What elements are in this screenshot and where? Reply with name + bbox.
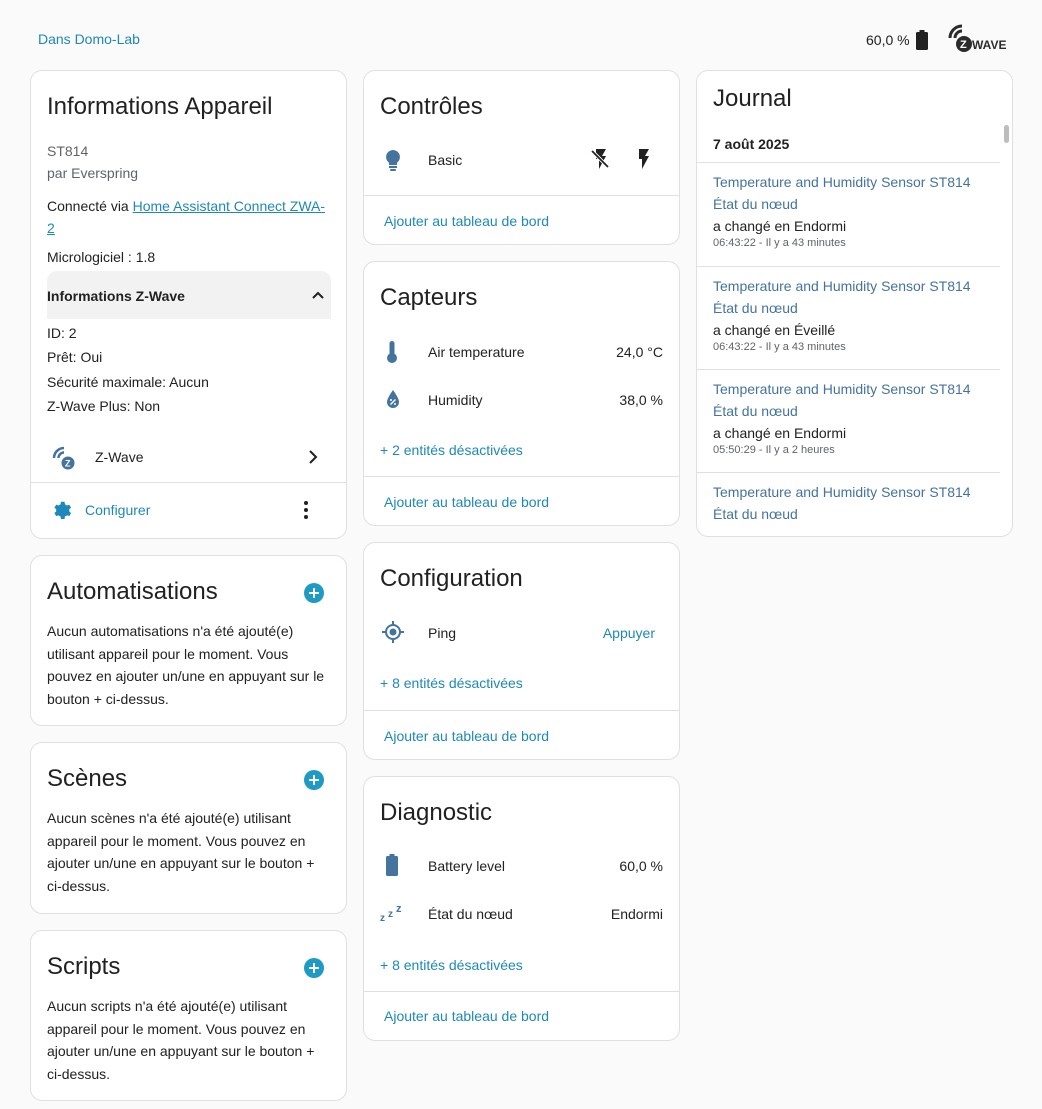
log-entity-link[interactable]: Temperature and Humidity Sensor ST814 <box>713 278 971 294</box>
firmware: Micrologiciel : 1.8 <box>47 249 156 265</box>
zwave-plus: Z-Wave Plus: Non <box>47 398 161 414</box>
press-button[interactable]: Appuyer <box>602 625 655 641</box>
zwave-id: ID: 2 <box>47 325 77 341</box>
scripts-text: Aucun scripts n'a été ajouté(e) utilisant appareil pour le moment. Vous pouvez en ajouter un/une en appuyant sur le bouton + ci-dessus. <box>47 998 315 1082</box>
log-entity-link[interactable]: Temperature and Humidity Sensor ST814 <box>713 174 971 190</box>
log-entry <box>713 275 993 353</box>
log-entry <box>713 171 993 249</box>
flash-off-icon[interactable] <box>590 148 610 170</box>
configuration-title: Configuration <box>380 565 523 592</box>
sensors-add-dashboard[interactable]: Ajouter au tableau de bord <box>384 494 550 510</box>
zwave-security: Sécurité maximale: Aucun <box>47 374 209 390</box>
log-time: 06:43:22 - Il y a 43 minutes <box>713 237 846 249</box>
battery-icon <box>916 30 928 50</box>
diagnostic-row[interactable] <box>364 899 679 929</box>
add-script-button[interactable] <box>304 958 324 978</box>
divider <box>364 195 679 196</box>
config-entity-name: Ping <box>428 625 457 641</box>
controls-add-dashboard[interactable]: Ajouter au tableau de bord <box>384 213 550 229</box>
zwave-info-header[interactable] <box>47 271 331 319</box>
thermometer-icon <box>386 340 398 364</box>
chevron-right-icon <box>307 450 319 464</box>
diagnostic-row[interactable] <box>364 851 679 881</box>
header-battery-value: 60,0 % <box>866 32 910 48</box>
sleep-icon <box>380 903 406 923</box>
area-link[interactable]: Dans Domo-Lab <box>38 31 140 47</box>
automations-text: Aucun automatisations n'a été ajouté(e) utilisant appareil pour le moment. Vous pouvez en ajouter un/une en appuyant sur le bouton + ci-dessus. <box>47 623 325 707</box>
config-add-dashboard[interactable]: Ajouter au tableau de bord <box>384 728 550 744</box>
log-message: a changé en Éveillé <box>713 322 836 338</box>
sensor-name: Air temperature <box>428 344 525 360</box>
scenes-title: Scènes <box>47 765 128 792</box>
battery-icon <box>386 854 398 876</box>
log-time: 05:50:29 - Il y a 2 heures <box>713 444 835 456</box>
log-attr-link[interactable]: État du nœud <box>713 196 798 212</box>
sensor-value: 24,0 °C <box>616 344 663 360</box>
log-entity-link[interactable]: Temperature and Humidity Sensor ST814 <box>713 484 971 500</box>
divider <box>31 482 346 483</box>
device-info-title: Informations Appareil <box>47 93 273 120</box>
scenes-text: Aucun scènes n'a été ajouté(e) utilisant appareil pour le moment. Vous pouvez en ajouter un/une en appuyant sur le bouton + ci-dessus. <box>47 810 315 894</box>
add-automation-button[interactable] <box>304 583 324 603</box>
top-bar <box>0 0 1042 70</box>
automations-title: Automatisations <box>47 578 218 605</box>
diagnostic-title: Diagnostic <box>380 799 493 826</box>
divider <box>364 991 679 992</box>
flash-icon[interactable] <box>636 148 650 170</box>
svg-text:z: z <box>396 903 402 915</box>
diagnostic-disabled-entities[interactable]: + 8 entités désactivées <box>380 957 523 973</box>
logbook-card <box>696 70 1013 537</box>
sensor-row[interactable] <box>364 338 679 368</box>
log-message: a changé en Endormi <box>713 218 847 234</box>
header-battery <box>866 30 928 50</box>
config-row[interactable] <box>364 617 679 647</box>
gear-icon <box>51 499 73 521</box>
log-message: a changé en Endormi <box>713 425 847 441</box>
controls-card <box>363 70 680 245</box>
zwave-ready: Prêt: Oui <box>47 349 103 365</box>
svg-text:WAVE: WAVE <box>972 38 1007 52</box>
crosshairs-gps-icon <box>381 620 405 644</box>
sensor-row[interactable] <box>364 386 679 416</box>
log-entity-link[interactable]: Temperature and Humidity Sensor ST814 <box>713 381 971 397</box>
integration-label: Z-Wave <box>95 449 144 465</box>
log-time: 06:43:22 - Il y a 43 minutes <box>713 341 846 353</box>
diagnostic-card <box>363 776 680 1041</box>
connected-prefix: Connecté via <box>47 198 133 214</box>
sensor-value: 38,0 % <box>619 392 663 408</box>
diagnostic-add-dashboard[interactable]: Ajouter au tableau de bord <box>384 1008 550 1024</box>
water-percent-icon <box>386 389 400 409</box>
configure-label: Configurer <box>85 502 151 518</box>
lightbulb-icon <box>384 149 402 171</box>
svg-text:z: z <box>388 909 393 920</box>
zwave-info-title: Informations Z-Wave <box>47 288 185 304</box>
sensors-title: Capteurs <box>380 284 478 311</box>
log-entry <box>713 481 993 525</box>
diagnostic-value: Endormi <box>610 906 663 922</box>
sensors-card <box>363 261 680 526</box>
device-manufacturer: par Everspring <box>47 165 139 181</box>
diagnostic-value: 60,0 % <box>619 858 663 874</box>
controls-title: Contrôles <box>380 93 483 120</box>
control-row[interactable] <box>364 143 679 183</box>
sensors-disabled-entities[interactable]: + 2 entités désactivées <box>380 442 523 458</box>
connected-via <box>47 195 337 239</box>
svg-text:Z: Z <box>960 39 967 51</box>
divider <box>364 476 679 477</box>
connected-device-link[interactable]: Home Assistant Connect ZWA- <box>132 198 326 214</box>
configuration-card <box>363 542 680 760</box>
control-entity-name: Basic <box>428 152 463 168</box>
divider <box>697 472 1000 473</box>
svg-text:Z: Z <box>65 458 71 469</box>
chevron-up-icon <box>311 288 325 302</box>
configure-button[interactable] <box>51 498 150 522</box>
divider <box>697 162 1000 163</box>
logbook-date: 7 août 2025 <box>713 136 790 152</box>
log-attr-link[interactable]: État du nœud <box>713 403 798 419</box>
scripts-title: Scripts <box>47 953 121 980</box>
connected-device-link-cont[interactable]: 2 <box>47 220 55 236</box>
zwave-icon <box>51 445 77 471</box>
diagnostic-name: Battery level <box>428 858 506 874</box>
log-attr-link[interactable]: État du nœud <box>713 300 798 316</box>
divider <box>697 266 1000 267</box>
diagnostic-name: État du nœud <box>428 906 513 922</box>
more-vert-icon[interactable] <box>301 500 311 520</box>
scenes-card <box>30 742 347 914</box>
svg-text:z: z <box>380 913 385 923</box>
scripts-card <box>30 930 347 1101</box>
config-disabled-entities[interactable]: + 8 entités désactivées <box>380 675 523 691</box>
automations-card <box>30 555 347 726</box>
device-info-card <box>30 70 347 539</box>
log-entry <box>713 378 993 456</box>
integration-row[interactable] <box>31 433 346 481</box>
log-attr-link[interactable]: État du nœud <box>713 506 798 522</box>
sensor-name: Humidity <box>428 392 483 408</box>
add-scene-button[interactable] <box>304 770 324 790</box>
divider <box>364 710 679 711</box>
logbook-scrollbar[interactable] <box>1004 125 1009 143</box>
divider <box>697 369 1000 370</box>
zwave-logo <box>944 22 1016 59</box>
device-model: ST814 <box>47 143 89 159</box>
logbook-title: Journal <box>713 85 792 112</box>
